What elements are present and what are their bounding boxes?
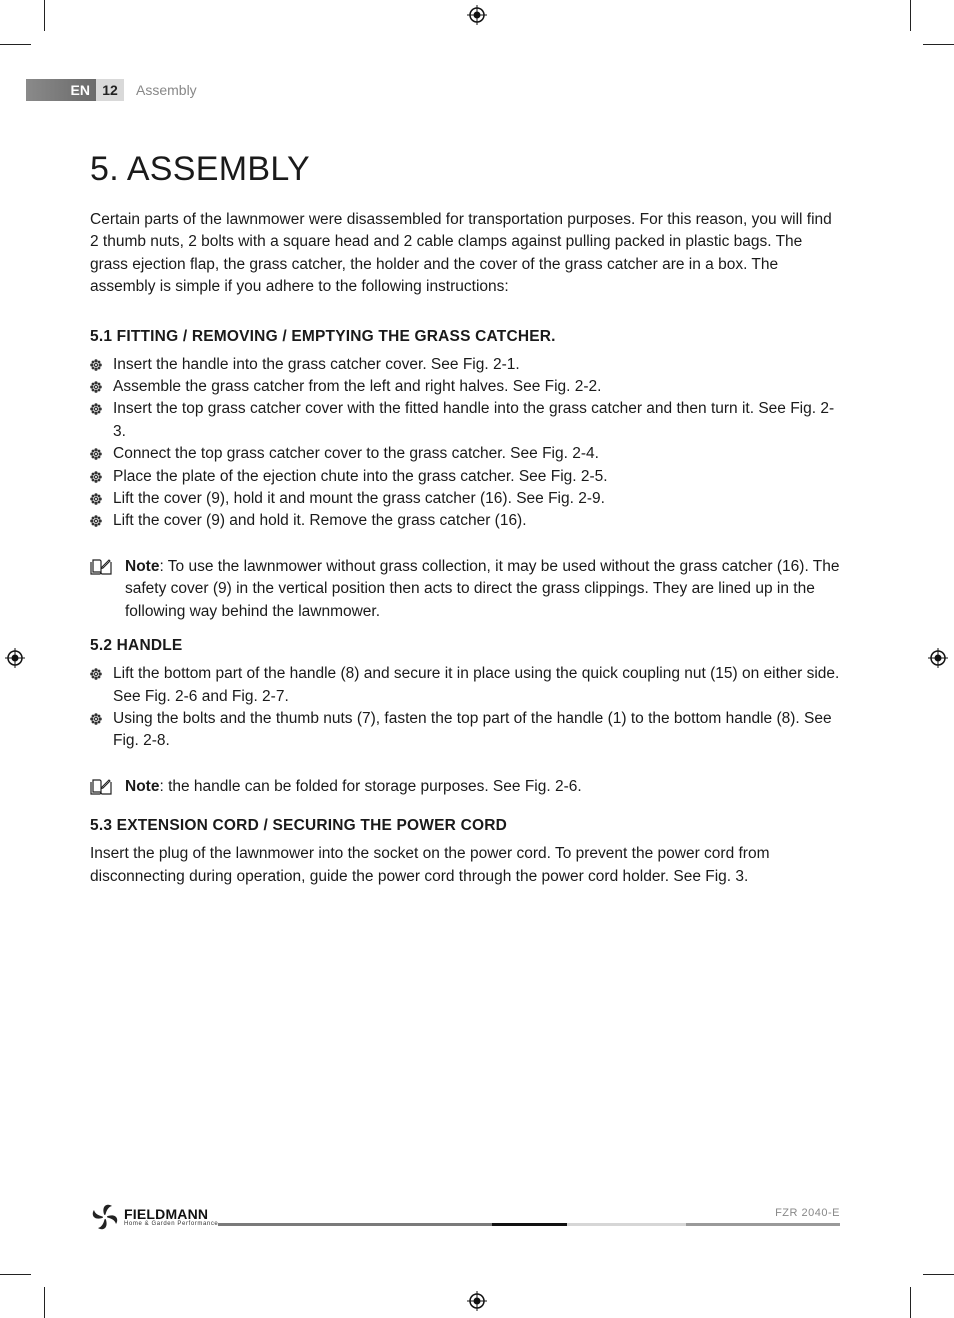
crop-mark bbox=[910, 0, 911, 31]
note-text: : the handle can be folded for storage purposes. See Fig. 2-6. bbox=[159, 777, 582, 795]
brand-logo bbox=[90, 1202, 218, 1232]
section-heading: 5.1 FITTING / REMOVING / EMPTYING THE GRASS CATCHER. bbox=[90, 327, 556, 345]
page-number: 12 bbox=[96, 79, 124, 101]
flower-bullet-icon bbox=[90, 381, 102, 393]
flower-bullet-icon bbox=[90, 448, 102, 460]
note-text: : To use the lawnmower without grass collection, it may be used without the grass catcher (16). The safety cover (9) in the vertical position then acts to direct the grass clippings. They are lined up in the following way behind the lawnmower. bbox=[125, 557, 840, 620]
crop-mark bbox=[923, 1274, 954, 1275]
list-item bbox=[90, 354, 842, 376]
brand-name: FIELDMANN bbox=[124, 1206, 209, 1222]
page-header bbox=[26, 79, 197, 101]
crop-mark bbox=[44, 0, 45, 31]
list-item-text: Place the plate of the ejection chute into the grass catcher. See Fig. 2-5. bbox=[113, 467, 608, 485]
list-item bbox=[90, 466, 842, 488]
bullet-list bbox=[90, 663, 842, 753]
note-book-icon bbox=[90, 779, 112, 795]
list-item-text: Assemble the grass catcher from the left and right halves. See Fig. 2-2. bbox=[113, 378, 602, 396]
registration-mark-icon bbox=[5, 648, 25, 668]
list-item bbox=[90, 708, 842, 753]
list-item-text: Insert the top grass catcher cover with the fitted handle into the grass catcher and then turn it. See Fig. 2-3. bbox=[113, 400, 835, 440]
flower-bullet-icon bbox=[90, 515, 102, 527]
crop-mark bbox=[910, 1287, 911, 1318]
registration-mark-icon bbox=[467, 5, 487, 25]
crop-mark bbox=[0, 1274, 31, 1275]
section-heading: 5.3 EXTENSION CORD / SECURING THE POWER CORD bbox=[90, 817, 508, 835]
list-item bbox=[90, 398, 842, 443]
footer-bar bbox=[686, 1223, 840, 1226]
note-label: Note bbox=[125, 777, 160, 795]
note-book-icon bbox=[90, 559, 112, 575]
footer-bar bbox=[567, 1223, 686, 1226]
list-item bbox=[90, 663, 842, 708]
registration-mark-icon bbox=[467, 1291, 487, 1311]
flower-bullet-icon bbox=[90, 471, 102, 483]
section-heading: 5.2 HANDLE bbox=[90, 637, 183, 655]
brand-tagline: Home & Garden Performance bbox=[124, 1221, 219, 1227]
language-label: EN bbox=[26, 79, 96, 101]
list-item-text: Lift the bottom part of the handle (8) and secure it in place using the quick coupling nut (15) on either side. See Fig. 2-6 and Fig. 2-7. bbox=[113, 665, 840, 705]
model-number: FZR 2040-E bbox=[775, 1207, 840, 1219]
list-item-text: Connect the top grass catcher cover to the grass catcher. See Fig. 2-4. bbox=[113, 445, 599, 463]
crop-mark bbox=[923, 44, 954, 45]
section-label: Assembly bbox=[136, 82, 197, 98]
list-item bbox=[90, 510, 842, 532]
main-content bbox=[90, 150, 842, 888]
list-item bbox=[90, 488, 842, 510]
list-item-text: Insert the handle into the grass catcher cover. See Fig. 2-1. bbox=[113, 355, 520, 373]
flower-bullet-icon bbox=[90, 359, 102, 371]
flower-bullet-icon bbox=[90, 713, 102, 725]
note-label: Note bbox=[125, 557, 160, 575]
footer-bar bbox=[218, 1223, 492, 1226]
list-item-text: Lift the cover (9), hold it and mount the grass catcher (16). See Fig. 2-9. bbox=[113, 490, 605, 508]
flower-bullet-icon bbox=[90, 403, 102, 415]
intro-paragraph: Certain parts of the lawnmower were disassembled for transportation purposes. For this reason, you will find 2 thumb nuts, 2 bolts with a square head and 2 cable clamps against pulling packed in plastic bags. The grass ejection flap, the grass catcher, the holder and the cover of the grass catcher are in a box. The assembly is simple if you adhere to the following instructions: bbox=[90, 211, 832, 296]
list-item bbox=[90, 376, 842, 398]
registration-mark-icon bbox=[928, 648, 948, 668]
section-paragraph: Insert the plug of the lawnmower into the socket on the power cord. To prevent the power cord from disconnecting during operation, guide the power cord through the power cord holder. See Fig. 3. bbox=[90, 845, 770, 885]
flower-bullet-icon bbox=[90, 668, 102, 680]
flower-bullet-icon bbox=[90, 493, 102, 505]
bullet-list bbox=[90, 354, 842, 533]
list-item bbox=[90, 443, 842, 465]
page-title: 5. ASSEMBLY bbox=[90, 150, 311, 188]
list-item-text: Lift the cover (9) and hold it. Remove the grass catcher (16). bbox=[113, 512, 527, 530]
footer-bar bbox=[492, 1223, 567, 1226]
list-item-text: Using the bolts and the thumb nuts (7), fasten the top part of the handle (1) to the bottom handle (8). See Fig. 2-8. bbox=[113, 709, 832, 750]
crop-mark bbox=[44, 1287, 45, 1318]
crop-mark bbox=[0, 44, 31, 45]
fan-logo-icon bbox=[90, 1202, 120, 1232]
note-block bbox=[90, 776, 842, 798]
note-block bbox=[90, 556, 842, 623]
